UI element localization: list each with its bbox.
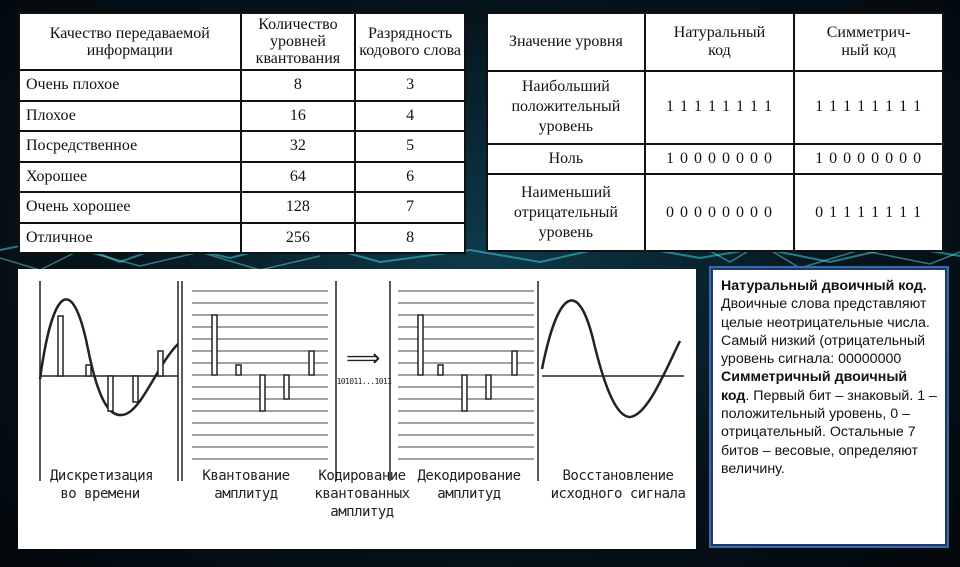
- header-bits: Разрядность кодового слова: [355, 13, 465, 70]
- symmetric-code-cell: 1 0 0 0 0 0 0 0: [794, 144, 943, 174]
- quality-cell: Очень плохое: [19, 70, 241, 101]
- table-row: [19, 223, 465, 254]
- quality-table: [18, 12, 466, 254]
- header-quality: Качество передаваемой информации: [19, 13, 241, 70]
- bits-cell: 6: [355, 162, 465, 193]
- level-cell: Наименьший отрицательный уровень: [487, 174, 645, 251]
- symmetric-code-cell: 0 1 1 1 1 1 1 1: [794, 174, 943, 251]
- code-table: [486, 12, 944, 252]
- arrow-symbol: ⟹: [346, 344, 380, 372]
- natural-code-text: Двоичные слова представляют целые неотрицательные числа. Самый низкий (отрицательный уровень сигнала: 00000000: [721, 296, 930, 368]
- adc-process-diagram: [18, 269, 696, 549]
- quality-table-header: [19, 13, 465, 70]
- caption-reconstruction: Восстановление исходного сигнала: [550, 468, 686, 502]
- bits-cell: 4: [355, 101, 465, 132]
- levels-cell: 256: [241, 223, 356, 254]
- quality-cell: Отличное: [19, 223, 241, 254]
- natural-code-cell: 0 0 0 0 0 0 0 0: [645, 174, 794, 251]
- table-row: [19, 162, 465, 193]
- natural-code-cell: 1 1 1 1 1 1 1 1: [645, 71, 794, 144]
- code-description-note: [711, 268, 947, 546]
- header-natural-code: Натуральный код: [645, 13, 794, 71]
- header-level-value: Значение уровня: [487, 13, 645, 71]
- symmetric-code-title: Симметричный двоичный код: [721, 369, 908, 404]
- table-row: [487, 174, 943, 251]
- levels-cell: 16: [241, 101, 356, 132]
- code-sample: 101011...1011: [336, 377, 392, 386]
- symmetric-code-cell: 1 1 1 1 1 1 1 1: [794, 71, 943, 144]
- bits-cell: 3: [355, 70, 465, 101]
- caption-coding: Кодирование квантованных амплитуд: [314, 468, 410, 520]
- quality-cell: Хорошее: [19, 162, 241, 193]
- natural-code-title: Натуральный двоичный код.: [721, 278, 927, 294]
- panel-sampling: [40, 281, 178, 481]
- table-row: [19, 131, 465, 162]
- caption-decoding: Декодирование амплитуд: [417, 468, 521, 502]
- caption-quantization: Квантование амплитуд: [202, 468, 290, 502]
- header-symmetric-code: Симметрич-ный код: [794, 13, 943, 71]
- quality-cell: Очень хорошее: [19, 192, 241, 223]
- levels-cell: 64: [241, 162, 356, 193]
- table-row: [19, 192, 465, 223]
- natural-code-cell: 1 0 0 0 0 0 0 0: [645, 144, 794, 174]
- level-cell: Ноль: [487, 144, 645, 174]
- levels-cell: 128: [241, 192, 356, 223]
- bits-cell: 7: [355, 192, 465, 223]
- panel-reconstruction: [542, 300, 684, 417]
- levels-cell: 32: [241, 131, 356, 162]
- table-row: [19, 101, 465, 132]
- code-table-header: [487, 13, 943, 71]
- table-row: [19, 70, 465, 101]
- quality-cell: Посредственное: [19, 131, 241, 162]
- symmetric-code-text: . Первый бит – знаковый. 1 – положительный уровень, 0 – отрицательный. Остальные 7 битов – весовые, определяют величину.: [721, 387, 937, 477]
- quality-cell: Плохое: [19, 101, 241, 132]
- bits-cell: 5: [355, 131, 465, 162]
- caption-sampling: Дискретизация во времени: [50, 468, 154, 502]
- bits-cell: 8: [355, 223, 465, 254]
- panel-decoding: [390, 281, 538, 481]
- level-cell: Наибольший положительный уровень: [487, 71, 645, 144]
- levels-cell: 8: [241, 70, 356, 101]
- panel-quantization: [182, 281, 336, 481]
- table-row: [487, 144, 943, 174]
- header-levels: Количество уровней квантования: [241, 13, 356, 70]
- table-row: [487, 71, 943, 144]
